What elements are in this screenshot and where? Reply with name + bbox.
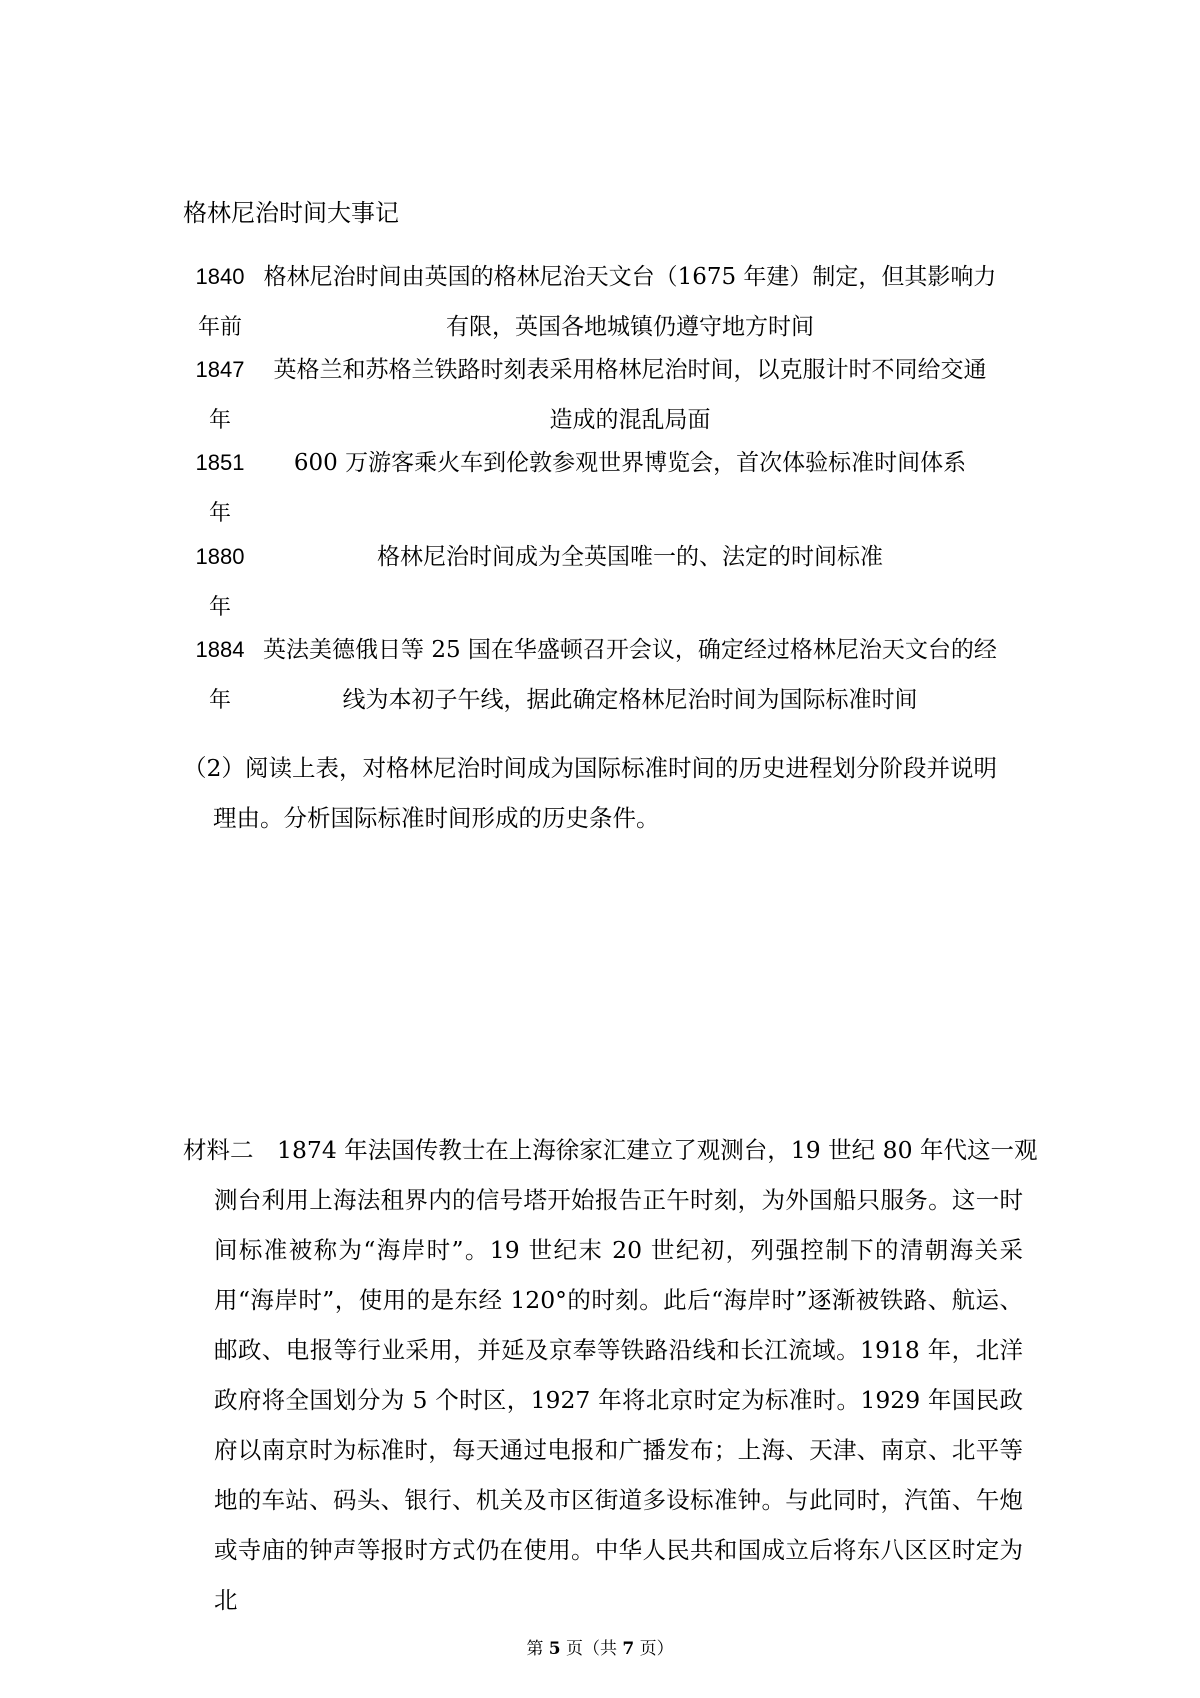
event-description: 600 万游客乘火车到伦敦参观世界博览会，首次体验标准时间体系 xyxy=(293,450,967,476)
event-description: 英法美德俄日等 25 国在华盛顿召开会议，确定经过格林尼治天文台的经 线为本初子午线，据此确定格林尼治时间为国际标准时间 xyxy=(263,637,997,713)
material-first-line: 材料二 1874 年法国传教士在上海徐家汇建立了观测台，19 世纪 80 年代这一观 xyxy=(183,1136,1038,1164)
event-year: 1884 年 xyxy=(195,637,245,712)
page-title: 格林尼治时间大事记 xyxy=(183,199,399,227)
material-two xyxy=(183,1125,1038,1625)
footer-mid: 页（共 xyxy=(560,1639,623,1659)
timeline-row xyxy=(190,438,1030,538)
timeline-row xyxy=(190,532,1030,632)
question-line: （2）阅读上表，对格林尼治时间成为国际标准时间的历史进程划分阶段并说明 xyxy=(183,754,997,782)
material-body: 测台利用上海法租界内的信号塔开始报告正午时刻，为外国船只服务。这一时间标准被称为“海岸时”。19 世纪末 20 世纪初，列强控制下的清朝海关采用“海岸时”，使用的是东经 120°的时刻。此后“海岸时”逐渐被铁路、航运、邮政、电报等行业采用，并延及京奉等铁路沿线和长江流域。1918 年，北洋政府将全国划分为 5 个时区，1927 年将北京时定为标准时。1929 年国民政府以南京时为标准时，每天通过电报和广播发布；上海、天津、南京、北平等地的车站、码头、银行、机关及市区街道多设标准钟。与此同时，汽笛、午炮或寺庙的钟声等报时方式仍在使用。中华人民共和国成立后将东八区区时定为北 xyxy=(214,1186,1023,1614)
page-footer xyxy=(0,1637,1200,1661)
question-line: 理由。分析国际标准时间形成的历史条件。 xyxy=(213,804,660,832)
footer-prefix: 第 xyxy=(526,1639,549,1659)
timeline-row xyxy=(190,345,1030,445)
event-year: 1880 年 xyxy=(195,544,245,619)
event-year: 1840 年前 xyxy=(195,264,245,339)
footer-page-number: 5 xyxy=(548,1639,561,1659)
event-description: 格林尼治时间由英国的格林尼治天文台（1675 年建）制定，但其影响力 有限，英国各地城镇仍遵守地方时间 xyxy=(263,264,997,340)
event-description: 英格兰和苏格兰铁路时刻表采用格林尼治时间，以克服计时不同给交通 造成的混乱局面 xyxy=(273,357,987,433)
footer-suffix: 页） xyxy=(634,1639,674,1659)
footer-total-pages: 7 xyxy=(622,1639,635,1659)
timeline-row xyxy=(190,252,1030,352)
timeline-row xyxy=(190,625,1030,725)
event-description: 格林尼治时间成为全英国唯一的、法定的时间标准 xyxy=(377,544,883,570)
event-year: 1851 年 xyxy=(195,450,245,525)
question-2 xyxy=(183,743,1023,843)
event-year: 1847 年 xyxy=(195,357,245,432)
